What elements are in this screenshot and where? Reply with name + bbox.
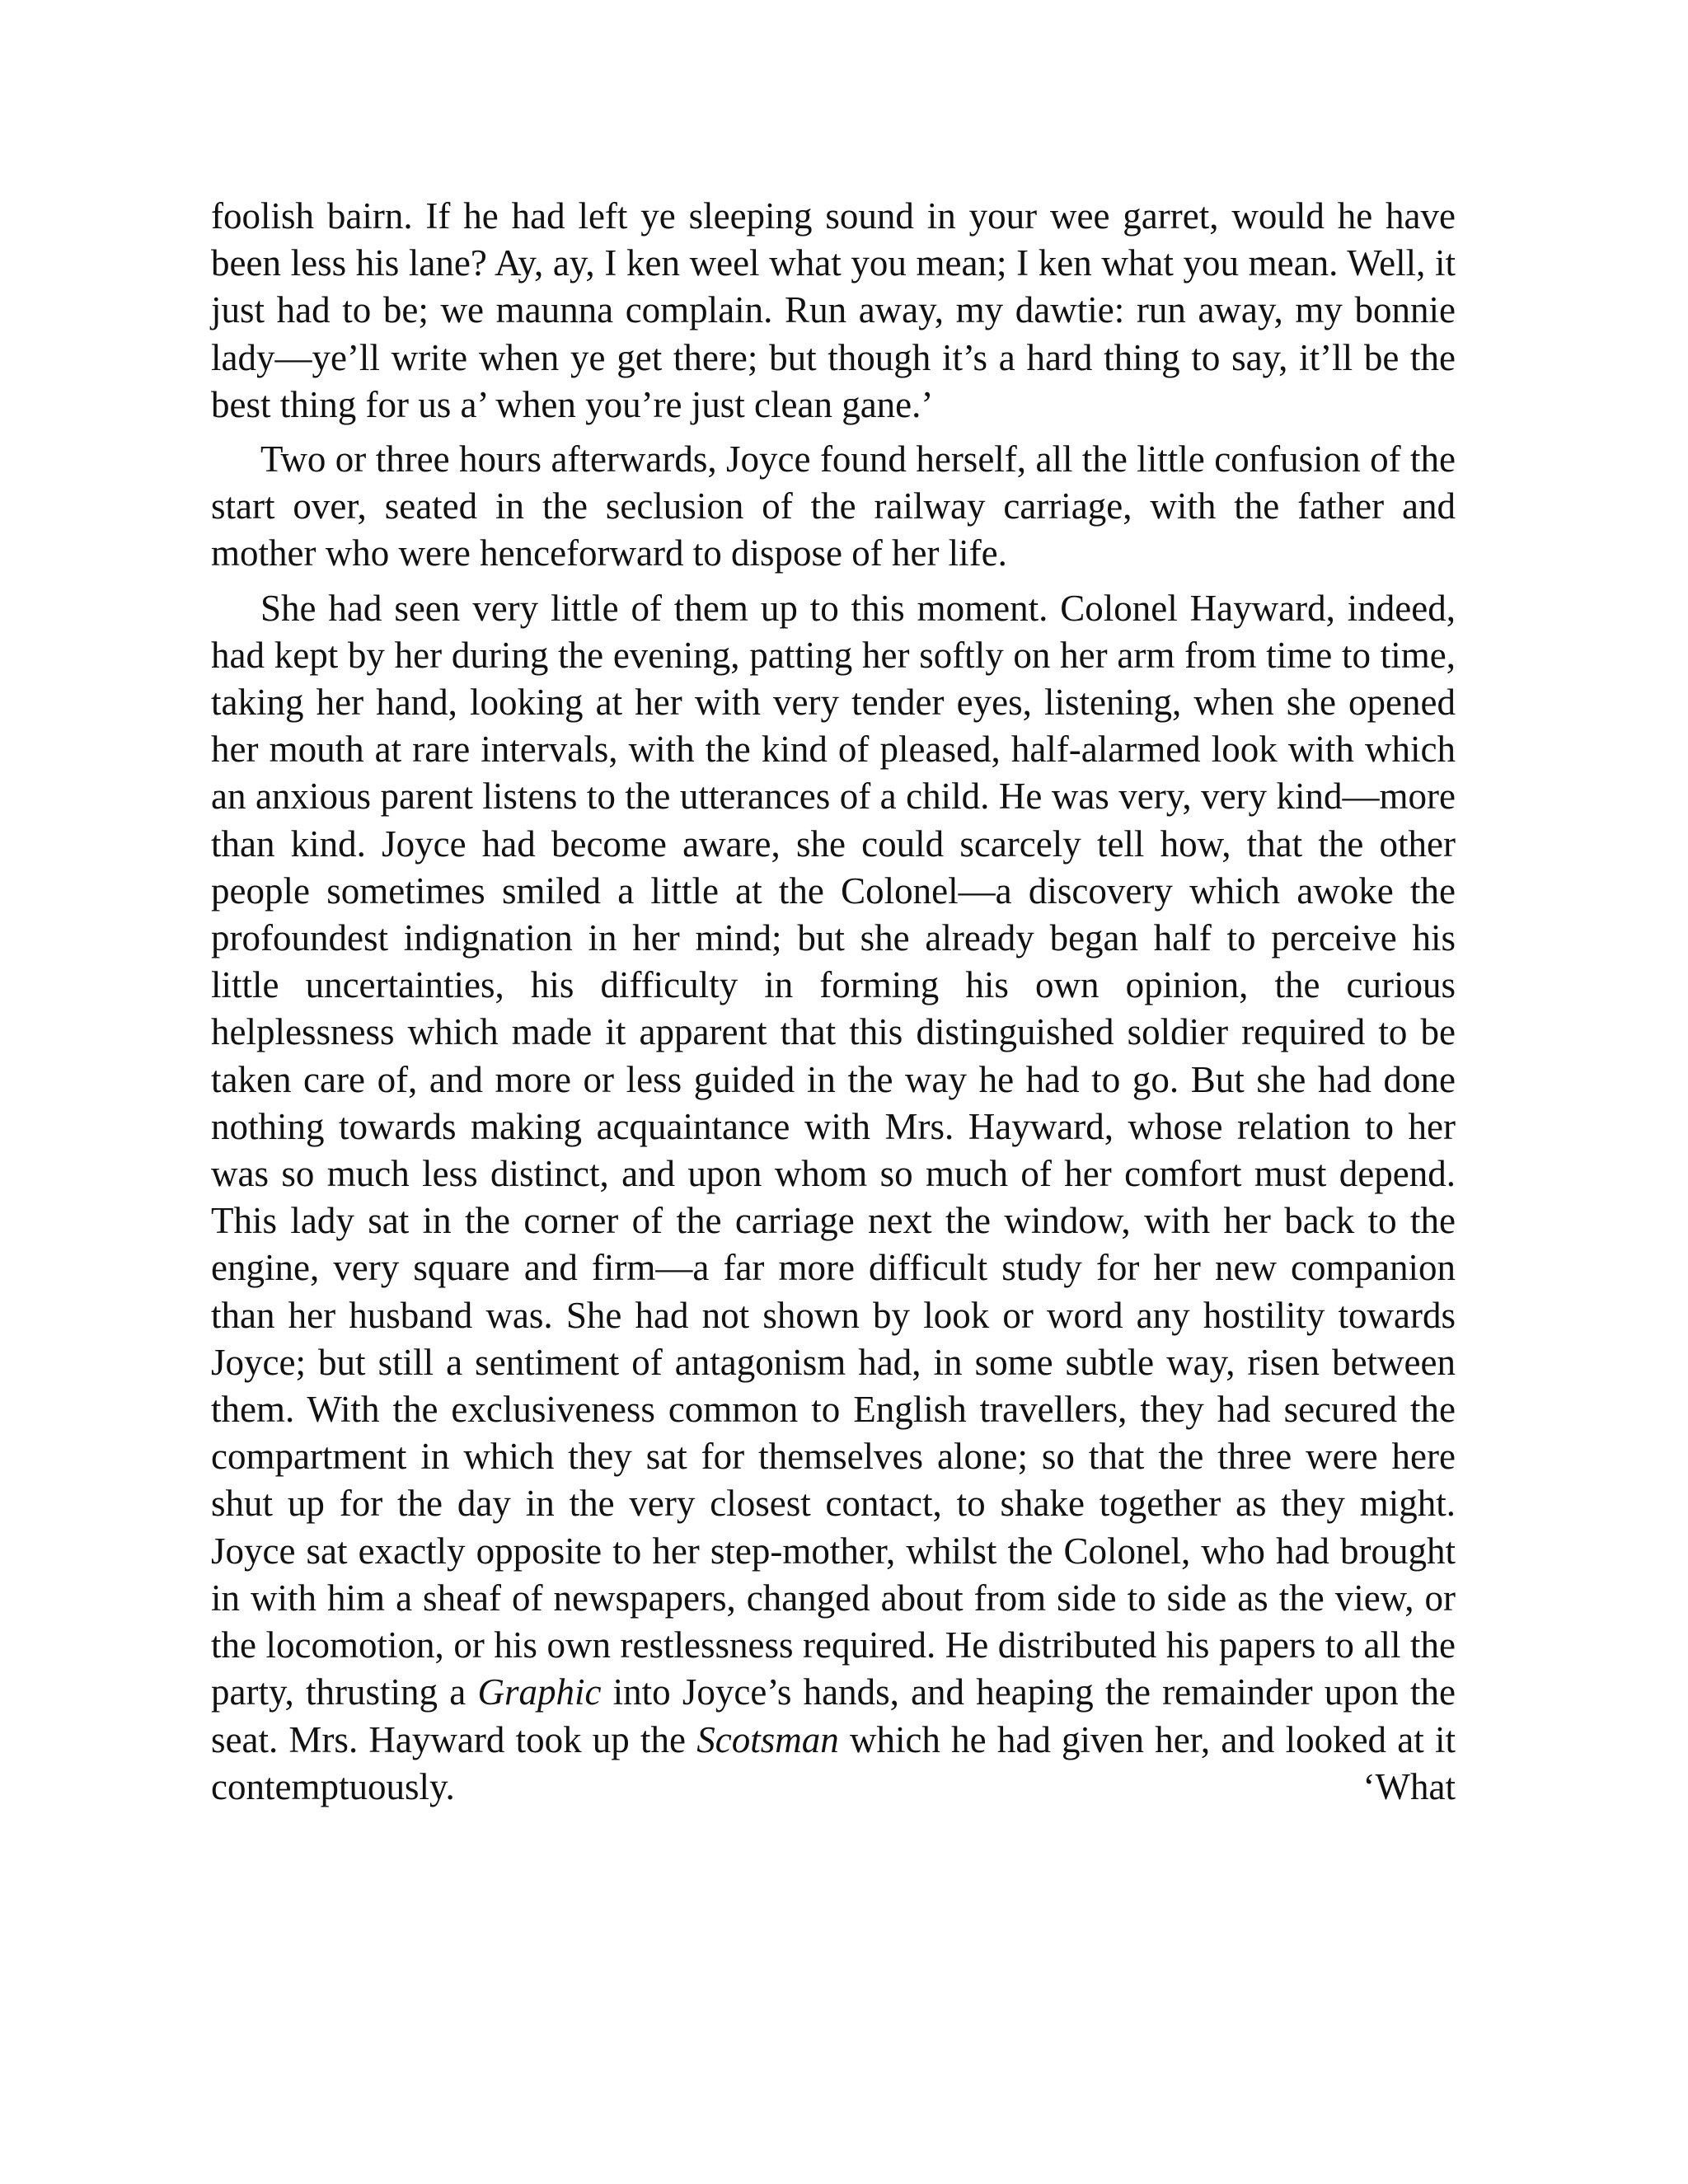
paragraph-2 <box>211 436 1456 578</box>
paragraph-3-text-b: into Joyce’s hands, and heaping the remainder upon the seat. Mrs. Hayward took up the <box>211 1671 1456 1760</box>
body-text <box>211 193 1456 1818</box>
paragraph-1-text: foolish bairn. If he had left ye sleeping sound in your wee garret, would he have been less his lane? Ay, ay, I ken weel what you mean; I ken what you mean. Well, it just had to be; we maunna complain. Run away, my dawtie: run away, my bonnie lady—ye’ll write when ye get there; but though it’s a hard thing to say, it’ll be the best thing for us a’ when you’re just clean gane.’ <box>211 195 1456 425</box>
graphic-title: Graphic <box>477 1671 602 1713</box>
paragraph-3 <box>211 585 1456 1811</box>
scotsman-title: Scotsman <box>696 1718 839 1760</box>
paragraph-3-text-c: which he had given her, and looked at it contemptuously. ‘What <box>211 1718 1456 1807</box>
paragraph-3-text-a: She had seen very little of them up to this moment. Colonel Hayward, indeed, had kept by her during the evening, patting her softly on her arm from time to time, taking her hand, looking at her with very tender eyes, listening, when she opened her mouth at rare intervals, with the kind of pleased, half-alarmed look with which an anxious parent listens to the utterances of a child. He was very, very kind—more than kind. Joyce had become aware, she could scarcely tell how, that the other people sometimes smiled a little at the Colonel—a discovery which awoke the profoundest indignation in her mind; but she already began half to perceive his little uncertainties, his difficulty in forming his own opinion, the curious helplessness which made it apparent that this distinguished soldier required to be taken care of, and more or less guided in the way he had to go. But she had done nothing towards making acquaintance with Mrs. Hayward, whose relation to her was so much less distinct, and upon whom so much of her comfort must depend. This lady sat in the corner of the carriage next the window, with her back to the engine, very square and firm—a far more difficult study for her new companion than her husband was. She had not shown by look or word any hostility towards Joyce; but still a sentiment of antagonism had, in some subtle way, risen between them. With the exclusiveness common to English travellers, they had secured the compartment in which they sat for themselves alone; so that the three were here shut up for the day in the very closest contact, to shake together as they might. Joyce sat exactly opposite to her step-mother, whilst the Colonel, who had brought in with him a sheaf of newspapers, changed about from side to side as the view, or the locomotion, or his own restlessness required. He distributed his papers to all the party, thrusting a <box>211 587 1456 1713</box>
paragraph-1 <box>211 193 1456 429</box>
paragraph-2-text: Two or three hours afterwards, Joyce found herself, all the little confusion of the start over, seated in the seclusion of the railway carriage, with the father and mother who were henceforward to dispose of her life. <box>211 438 1456 574</box>
